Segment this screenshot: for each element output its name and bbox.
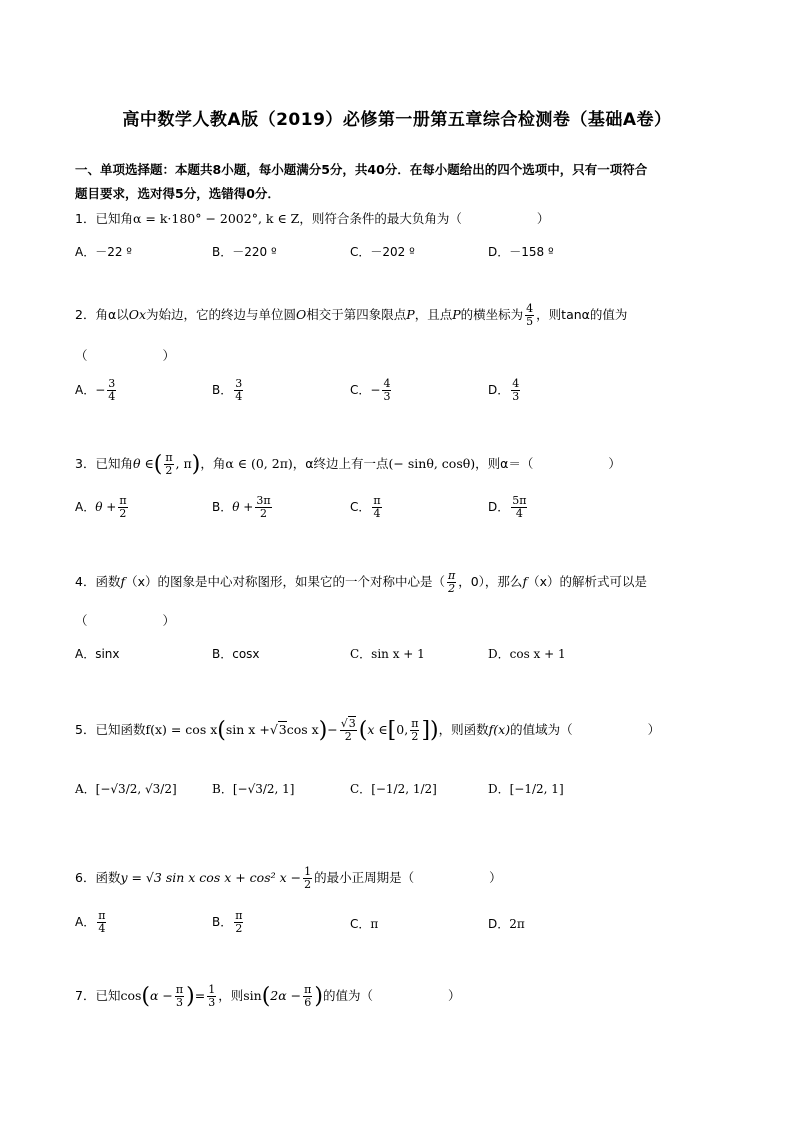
q5-d-content: [−1/2, 1] — [509, 782, 564, 796]
q6-a-num: π — [98, 909, 106, 922]
q3-b-label: B． — [212, 500, 233, 515]
question-2 — [75, 303, 627, 328]
q3-point: (− sinθ, cosθ) — [388, 456, 476, 472]
q5-c-content: [−1/2, 1/2] — [371, 782, 437, 796]
q3-c-num: π — [373, 494, 381, 507]
q3-a-num: π — [119, 494, 127, 507]
q5-a-content: [−√3/2, √3/2] — [95, 782, 177, 796]
q2-text-6: ，则tanα的值为 — [536, 307, 628, 323]
q1-expression: α = k·180° − 2002°, k ∈ Z — [132, 211, 300, 226]
q2-text-1: 2．角α以 — [75, 307, 129, 323]
q7-frac2 — [207, 984, 216, 1009]
q7-frac1 — [175, 984, 184, 1009]
q2-d-label: D． — [488, 383, 510, 398]
question-1 — [75, 209, 549, 227]
q5-expr-a: f(x) = cos x — [145, 722, 218, 738]
q5-d-den: 2 — [411, 730, 419, 744]
question-3 — [75, 452, 621, 477]
q7-lparen2: ( — [261, 984, 271, 1010]
q2-a-frac — [107, 378, 116, 403]
q3-mid: ，角 — [200, 456, 226, 472]
q3-b-den: 2 — [259, 507, 267, 521]
q6-option-c — [350, 915, 378, 932]
q3-frac-den: 2 — [165, 464, 173, 478]
q5-frac-den: 2 — [344, 730, 352, 744]
q6-b-den: 2 — [235, 922, 243, 936]
q2-d-den: 3 — [512, 390, 520, 404]
q4-frac-den: 2 — [448, 582, 456, 596]
q2-c-label: C． — [350, 383, 371, 398]
q6-b-num: π — [235, 909, 243, 922]
q3-c-label: C． — [350, 500, 371, 515]
q7-cos: cos — [120, 988, 142, 1004]
q3-lparen: ( — [153, 452, 163, 478]
q7-prefix: 7．已知 — [75, 988, 121, 1004]
q1-option-c: C．－202 º — [350, 245, 415, 259]
q6-b-label: B． — [212, 915, 233, 930]
q3-option-b — [212, 495, 274, 520]
q2-d-num: 4 — [512, 377, 520, 390]
q4-prefix: 4．函数 — [75, 574, 121, 590]
q2-a-num: 3 — [108, 377, 116, 390]
question-6 — [75, 866, 502, 891]
q5-frac-num: √3 — [340, 717, 356, 730]
q5-frac-num-value: 3 — [348, 717, 356, 730]
q5-expr-b: sin x + — [225, 722, 270, 738]
q6-a-frac — [97, 910, 106, 935]
q3-a-frac — [118, 495, 127, 520]
q4-frac — [447, 570, 456, 595]
q2-a-label: A． — [75, 383, 96, 398]
q7-n2: 1 — [208, 983, 216, 996]
q5-lbracket: [ — [387, 718, 397, 744]
q3-option-d — [488, 495, 529, 520]
q7-sin: sin — [243, 988, 262, 1004]
q2-b-frac — [234, 378, 243, 403]
q1-prefix: 1．已知角 — [75, 211, 133, 226]
page-title: 高中数学人教A版（2019）必修第一册第五章综合检测卷（基础A卷） — [122, 110, 672, 130]
q5-lparen2: ( — [358, 718, 368, 744]
q7-suffix: 的值为（ ） — [322, 988, 461, 1004]
q2-c-frac — [382, 378, 391, 403]
q5-domain-frac — [410, 718, 419, 743]
q3-d-label: D． — [488, 500, 510, 515]
q7-n1: π — [175, 983, 184, 996]
q5-option-d — [488, 780, 564, 797]
q2-a-sign: − — [95, 383, 106, 398]
q6-b-frac — [234, 910, 243, 935]
q2-o: O — [296, 307, 307, 323]
q4-f2: f — [522, 574, 528, 590]
q3-rparen: ) — [191, 452, 201, 478]
q5-option-a — [75, 780, 177, 797]
q4-answer-blank: （ ） — [75, 613, 176, 628]
q3-d-den: 4 — [515, 507, 523, 521]
q3-a-label: A． — [75, 500, 96, 515]
q3-a-den: 2 — [119, 507, 127, 521]
q3-c-den: 4 — [373, 507, 381, 521]
q7-eq: = — [194, 988, 206, 1004]
q7-two-alpha: 2α − — [270, 988, 302, 1004]
q5-rparen2: ) — [430, 718, 439, 744]
q3-d-num: 5π — [512, 494, 527, 507]
q6-suffix: 的最小正周期是（ ） — [314, 870, 502, 886]
q7-d3: 6 — [304, 996, 312, 1010]
q5-prefix: 5．已知函数 — [75, 722, 146, 738]
q2-text-3: 相交于第四象限点 — [306, 307, 407, 323]
q2-ox: Ox — [128, 307, 147, 323]
q5-suffix2: 的值域为（ ） — [510, 722, 661, 738]
q2-frac-den: 5 — [526, 315, 534, 329]
q6-c-text: π — [370, 917, 379, 931]
q3-suffix: ，则α＝（ ） — [475, 456, 621, 472]
q2-d-frac — [511, 378, 520, 403]
q1-option-d: D．－158 º — [488, 245, 554, 259]
q5-d-label: D． — [488, 782, 510, 796]
q2-b-label: B． — [212, 383, 233, 398]
q4-option-b: B．cosx — [212, 647, 260, 661]
q7-lparen: ( — [141, 984, 150, 1010]
q5-expr-c: cos x — [286, 722, 319, 738]
q2-answer-blank: （ ） — [75, 348, 176, 363]
q7-frac3 — [303, 984, 312, 1009]
q5-option-b — [212, 780, 294, 797]
question-7 — [75, 984, 460, 1009]
question-4 — [75, 570, 647, 595]
q2-b-num: 3 — [235, 377, 243, 390]
q6-expression: y = √3 sin x cos x + cos² x − — [120, 870, 302, 886]
q2-option-c — [350, 378, 393, 403]
q2-fraction — [525, 303, 534, 328]
q6-c-label: C． — [350, 917, 371, 931]
q7-rparen: ) — [186, 984, 195, 1010]
q5-minus: − — [327, 722, 338, 738]
q6-frac-num: 1 — [304, 865, 312, 878]
q6-a-den: 4 — [98, 922, 106, 936]
q3-alpha-range: α ∈ (0, 2π) — [225, 456, 293, 472]
q3-a-pre: θ + — [95, 500, 117, 515]
q4-mid1: （x）的图象是中心对称图形，如果它的一个对称中心是（ — [125, 574, 445, 590]
q2-c-den: 3 — [383, 390, 391, 404]
q2-option-a — [75, 378, 118, 403]
q3-after-frac: , π — [175, 456, 192, 472]
q3-option-c — [350, 495, 384, 520]
q4-suffix: （x）的解析式可以是 — [527, 574, 647, 590]
q3-frac-num: π — [165, 451, 173, 464]
q2-frac-num: 4 — [526, 302, 534, 315]
q3-mid2: ，α终边上有一点 — [292, 456, 389, 472]
q7-rparen2: ) — [314, 984, 323, 1010]
q1-option-a: A．－22 º — [75, 245, 132, 259]
q3-frac — [164, 452, 173, 477]
q5-domain-b: 0, — [396, 722, 409, 738]
section-instructions-line1: 一、单项选择题：本题共8小题，每小题满分5分，共40分．在每小题给出的四个选项中，只有一项符合 — [75, 162, 648, 177]
q5-rbracket: ] — [421, 718, 431, 744]
q6-option-d — [488, 915, 525, 932]
q2-p2: P — [452, 307, 461, 323]
q7-d2: 3 — [208, 996, 216, 1010]
q4-f1: f — [120, 574, 126, 590]
q7-d1: 3 — [176, 996, 183, 1010]
q2-text-5: 的横坐标为 — [460, 307, 524, 323]
q3-option-a — [75, 495, 130, 520]
q1-option-b: B．－220 º — [212, 245, 277, 259]
q5-domain-a: x ∈ — [367, 722, 388, 738]
q6-frac — [303, 866, 312, 891]
q6-d-label: D． — [488, 917, 510, 931]
q5-frac — [340, 718, 357, 743]
q5-b-content: [−√3/2, 1] — [232, 782, 295, 796]
q2-option-b — [212, 378, 245, 403]
q6-frac-den: 2 — [304, 878, 312, 892]
q2-c-num: 4 — [383, 377, 391, 390]
q4-option-a: A．sinx — [75, 647, 120, 661]
q3-c-frac — [372, 495, 381, 520]
q2-text-4: ，且点 — [414, 307, 453, 323]
q5-fx: f(x) — [488, 722, 511, 738]
q3-b-num: 3π — [256, 494, 271, 507]
q5-suffix: ，则函数 — [438, 722, 489, 738]
q7-mid: ，则 — [218, 988, 244, 1004]
q3-prefix: 3．已知角 — [75, 456, 133, 472]
q2-text-2: 为始边，它的终边与单位圆 — [146, 307, 297, 323]
section-instructions-line2: 题目要求，选对得5分，选错得0分． — [75, 186, 280, 201]
q6-prefix: 6．函数 — [75, 870, 121, 886]
q1-suffix: ，则符合条件的最大负角为（ ） — [299, 211, 550, 226]
q6-option-b — [212, 910, 245, 935]
q4-frac-num: π — [448, 569, 456, 582]
q6-d-text: 2π — [509, 917, 525, 931]
q7-n3: π — [304, 983, 312, 996]
q6-option-a — [75, 910, 108, 935]
q5-b-label: B． — [212, 782, 233, 796]
q4-option-d: D．cos x + 1 — [488, 647, 566, 661]
q5-rparen: ) — [318, 718, 328, 744]
q5-sqrt3-value: 3 — [278, 722, 287, 738]
q3-theta-in: θ ∈ — [132, 456, 154, 472]
q3-d-frac — [511, 495, 527, 520]
q3-b-pre: θ + — [232, 500, 254, 515]
q2-a-den: 4 — [108, 390, 116, 404]
q3-b-frac — [255, 495, 271, 520]
q5-a-label: A． — [75, 782, 96, 796]
q5-lparen: ( — [217, 718, 226, 744]
q4-option-c: C．sin x + 1 — [350, 647, 425, 661]
q5-c-label: C． — [350, 782, 372, 796]
q5-d-num: π — [411, 717, 419, 730]
q6-a-label: A． — [75, 915, 96, 930]
question-5 — [75, 718, 660, 743]
q2-p1: P — [406, 307, 415, 323]
q7-alpha: α − — [150, 988, 173, 1004]
q4-mid2: ，0），那么 — [458, 574, 523, 590]
q5-option-c — [350, 780, 437, 797]
q2-b-den: 4 — [235, 390, 243, 404]
q2-option-d — [488, 378, 522, 403]
q2-c-sign: − — [370, 383, 381, 398]
q5-sqrt3: √3 — [269, 722, 287, 738]
